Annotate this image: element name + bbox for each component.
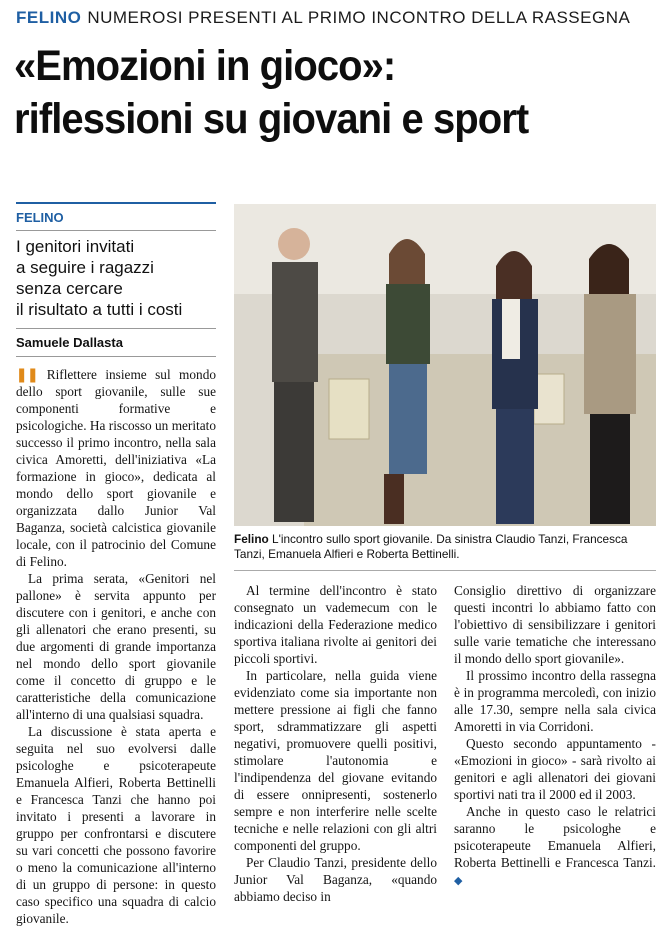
article-paragraph: La discussione è stata aperta e seguita nel suo evolversi dalle psicologhe e psicoterapeute Emanuela Alfieri, Roberta Bettinelli e Francesca Tanzi che hanno poi invitato i presenti a lavorare in gruppo per confrontarsi e discutere su vari concetti che possono favorire o meno la comunicazione all'interno di un gruppo di persone: in questo caso specifico una squadra di calcio giovanile. xyxy=(16,724,216,926)
photo-caption xyxy=(234,532,656,562)
kicker-text: NUMEROSI PRESENTI AL PRIMO INCONTRO DELLA RASSEGNA xyxy=(87,8,631,27)
caption-lead: Felino xyxy=(234,532,269,546)
article-paragraph: La prima serata, «Genitori nel pallone» è servita appunto per discutere con i genitori, e anche con gli allenatori che erano presenti, su due argomenti di grande importanza nel mondo dello sport giovanile come il concetto di gruppo e le caratteristiche della comunicazione all'interno di una qualsiasi squadra. xyxy=(16,571,216,722)
article-paragraph: Al termine dell'incontro è stato consegnato un vademecum con le indicazioni della Federazione medico sportiva italiana rivolte ai genitori dei piccoli sportivi. xyxy=(234,583,437,666)
sidebar-location: FELINO xyxy=(16,210,64,225)
sub-line: a seguire i ragazzi xyxy=(16,258,154,277)
end-diamond-icon: ◆ xyxy=(454,875,463,887)
sub-line: I genitori invitati xyxy=(16,237,135,256)
article-paragraph: Riflettere insieme sul mondo dello sport giovanile, sulle sue componenti formative e psicologiche. Ha riscosso un meritato successo il primo incontro, nella sala civica Amoretti, dell'iniziativa «La formazione in gioco», dedicata al mondo dello sport giovanile e organizzata dallo Junior Val Baganza, società calcistica giovanile locale, con il patrocinio del Comune di Felino. xyxy=(16,367,216,569)
caption-text: L'incontro sullo sport giovanile. Da sinistra Claudio Tanzi, Francesca Tanzi, Emanuela Alfieri e Roberta Bettinelli. xyxy=(234,532,628,561)
sidebar-subheadline xyxy=(16,236,216,320)
article-column-2 xyxy=(234,582,437,905)
article-paragraph: Questo secondo appuntamento - «Emozioni in gioco» - sarà rivolto ai genitori e agli allenatori dei giovani sportivi nati tra il 2000 ed il 2003. xyxy=(454,736,656,802)
headline xyxy=(14,40,614,146)
headline-line-1: «Emozioni in gioco»: xyxy=(14,42,396,90)
kicker-location: FELINO xyxy=(16,8,82,27)
article-paragraph: Consiglio direttivo di organizzare questi incontri lo abbiamo fatto con l'obiettivo di sensibilizzare i genitori sulle varie tematiche che interessano il mondo dello sport giovanile». xyxy=(454,583,656,666)
article-paragraph: Per Claudio Tanzi, presidente dello Junior Val Baganza, «quando abbiamo deciso in xyxy=(234,855,437,904)
paragraph-marker-icon: ❚❚ xyxy=(16,367,39,382)
article-paragraph: In particolare, nella guida viene evidenziato come sia importante non mettere pressione ai figli che fanno sport, sdrammatizzare gli aspetti negativi, promuovere quelli positivi, stimolare l'autonomia e l'indipendenza del giovane evitando di essere onnipresenti, sostenerlo sempre e non interferire nelle scelte tecniche e nelle relazioni con gli altri componenti del gruppo. xyxy=(234,668,437,853)
person-figure xyxy=(492,251,538,524)
article-paragraph: Il prossimo incontro della rassegna è in programma mercoledì, con inizio alle 17.30, sempre nella sala civica Amoretti in via Corridoni. xyxy=(454,668,656,734)
article-column-1 xyxy=(16,366,216,927)
photo-illustration xyxy=(234,204,656,526)
sidebar xyxy=(16,202,216,357)
person-figure xyxy=(584,244,636,524)
article-column-3 xyxy=(454,582,656,890)
byline: Samuele Dallasta xyxy=(16,328,216,350)
kicker xyxy=(16,8,656,30)
person-figure xyxy=(272,228,318,522)
article-paragraph: Anche in questo caso le relatrici saranno le psicologhe e psicoterapeute Emanuela Alfieri, Roberta Bettinelli e Francesca Tanzi. xyxy=(454,804,656,870)
news-photo xyxy=(234,204,656,526)
sub-line: senza cercare xyxy=(16,279,123,298)
headline-line-2: riflessioni su giovani e sport xyxy=(14,95,529,143)
sub-line: il risultato a tutti i costi xyxy=(16,300,183,319)
